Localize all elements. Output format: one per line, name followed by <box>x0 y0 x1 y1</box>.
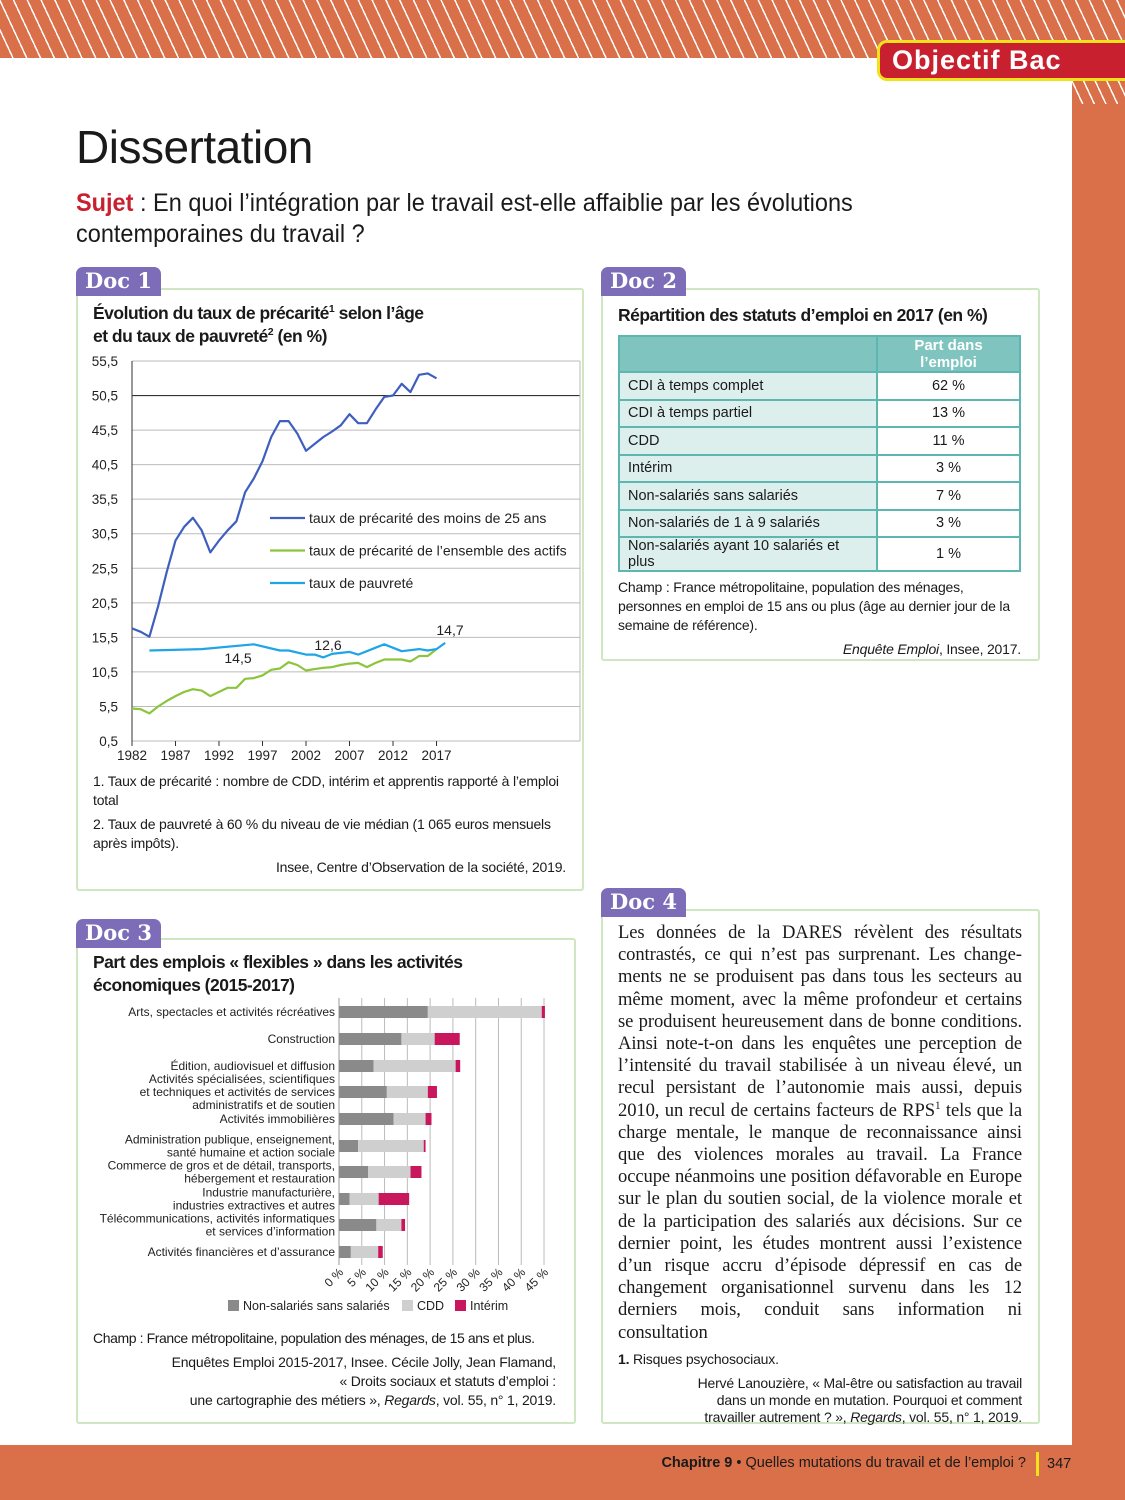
x-tick-label: 5 % <box>344 1265 369 1290</box>
row-label: Non-salariés sans salariés <box>619 482 877 510</box>
x-tick-label: 20 % <box>407 1265 438 1295</box>
data-label: 14,7 <box>436 622 464 638</box>
decorative-bottom-band <box>0 1445 1125 1500</box>
bar-segment-2 <box>428 1086 437 1098</box>
footer-chapter: Chapitre 9 <box>661 1455 733 1471</box>
y-tick-label: 35,5 <box>91 492 118 508</box>
bar-segment-2 <box>379 1193 410 1205</box>
x-tick-label: 2017 <box>421 748 452 763</box>
doc1-title-b: selon l’âge <box>334 303 424 323</box>
source-italic: Regards <box>384 1392 436 1408</box>
row-label: Intérim <box>619 455 877 483</box>
objectif-bac-badge: Objectif Bac <box>877 40 1125 81</box>
decorative-side-band <box>1072 58 1125 1448</box>
source-line: « Droits sociaux et statuts d’emploi : <box>339 1373 556 1389</box>
x-tick-label: 2012 <box>377 748 409 763</box>
source-line: , vol. 55, n° 1, 2019. <box>901 1408 1022 1425</box>
doc1-line-chart <box>80 345 585 770</box>
doc1-note-2: 2. Taux de pauvreté à 60 % du niveau de vie médian (1 065 euros mensuels après impôts). <box>93 816 551 851</box>
y-tick-label: 55,5 <box>91 354 118 369</box>
bar-segment-1 <box>358 1140 424 1152</box>
y-tick-label: 25,5 <box>91 561 118 577</box>
legend-label: Intérim <box>470 1299 509 1313</box>
bar-segment-0 <box>339 1113 394 1125</box>
x-tick-label: 10 % <box>362 1265 392 1295</box>
y-tick-label: 45,5 <box>91 423 118 439</box>
series-line-1 <box>132 649 437 713</box>
y-tick-label: 40,5 <box>91 457 118 473</box>
legend-label: taux de pauvreté <box>309 575 414 591</box>
category-label: Administration publique, enseignement, santé humaine et action sociale <box>124 1132 335 1160</box>
x-tick-label: 25 % <box>430 1265 461 1295</box>
bar-segment-1 <box>376 1219 401 1231</box>
bar-segment-1 <box>349 1193 378 1205</box>
x-tick-label: 1987 <box>160 748 191 763</box>
bar-segment-0 <box>339 1086 387 1098</box>
footer-chapter-title: Quelles mutations du travail et de l’emploi ? <box>745 1455 1026 1471</box>
legend-swatch <box>228 1300 239 1311</box>
footer-separator: • <box>732 1455 746 1471</box>
row-label: CDI à temps partiel <box>619 400 877 428</box>
doc1-note-1: 1. Taux de précarité : nombre de CDD, intérim et apprentis rapporté à l’emploi total <box>93 773 559 808</box>
page-number: 347 <box>1036 1452 1071 1476</box>
y-tick-label: 10,5 <box>91 664 118 680</box>
legend-label: CDD <box>417 1299 445 1313</box>
source-line: une cartographie des métiers », <box>189 1392 385 1408</box>
bar-segment-2 <box>435 1033 460 1045</box>
category-label: Commerce de gros et de détail, transports, hébergement et restauration <box>107 1158 335 1186</box>
bar-segment-2 <box>401 1219 405 1231</box>
footnote-ref: 2 <box>267 326 274 339</box>
sujet <box>76 188 941 250</box>
doc4-tag: Doc 4 <box>601 888 686 917</box>
doc3-notes <box>93 1329 563 1410</box>
bar-segment-1 <box>368 1166 410 1178</box>
doc1-title <box>93 302 424 348</box>
table-row <box>619 510 1020 538</box>
doc1-title-c: et du taux de pauvreté <box>93 326 268 346</box>
bar-segment-0 <box>339 1166 368 1178</box>
x-tick-label: 2002 <box>290 748 322 763</box>
row-label: CDI à temps complet <box>619 372 877 400</box>
data-label: 14,5 <box>224 650 252 666</box>
source-italic: Regards <box>850 1408 902 1425</box>
bar-segment-2 <box>411 1166 422 1178</box>
source-line: Enquêtes Emploi 2015-2017, Insee. Cécile Jolly, Jean Flamand, <box>171 1354 556 1370</box>
y-tick-label: 20,5 <box>91 595 118 611</box>
doc2-source <box>618 640 1021 659</box>
doc4-text-b: tels que la charge mentale, le manque de reconnaissance ainsi que des violences morales au travail. La France occupe néanmoins une position défavorable en Europe sur le plan du soutien social, de la violence morale et de la participation des salariés aux décisions. Sur ce dernier point, les études montrent aussi l’existence d’un risque accru d’épisode dépressif en cas de changement organisationnel survenu dans les 12 derniers mois, conduit sans information ni consultation <box>618 1099 1022 1343</box>
x-tick-label: 45 % <box>521 1265 552 1295</box>
table-row <box>619 427 1020 455</box>
row-label: CDD <box>619 427 877 455</box>
footnote-ref: 1 <box>328 303 335 316</box>
doc4-content <box>618 922 1022 1426</box>
category-label: Activités spécialisées, scientifiques et techniques et activités de services administratifs et de soutien <box>139 1072 335 1112</box>
source-line: travailler autrement ? », <box>704 1408 851 1425</box>
source-line: dans un monde en mutation. Pourquoi et comment <box>716 1391 1022 1408</box>
doc3-tag: Doc 3 <box>76 919 161 948</box>
bar-segment-2 <box>542 1006 545 1018</box>
row-value: 62 % <box>877 372 1020 400</box>
y-tick-label: 0,5 <box>99 734 118 749</box>
series-line-0 <box>132 373 437 636</box>
bar-segment-0 <box>339 1060 374 1072</box>
x-tick-label: 2007 <box>334 748 365 763</box>
doc2-content <box>618 335 1021 659</box>
x-tick-label: 1997 <box>247 748 278 763</box>
y-tick-label: 5,5 <box>99 699 118 715</box>
category-label: Arts, spectacles et activités récréatives <box>128 1005 335 1019</box>
decorative-side-stripes <box>1072 80 1125 104</box>
doc3-champ: Champ : France métropolitaine, population des ménages, de 15 ans et plus. <box>93 1330 535 1346</box>
page-title: Dissertation <box>76 121 313 173</box>
bar-segment-0 <box>339 1140 358 1152</box>
series-line-2 <box>149 643 445 658</box>
running-footer <box>0 1455 1026 1471</box>
doc1-source: Insee, Centre d’Observation de la société, 2019. <box>275 859 566 875</box>
row-value: 3 % <box>877 510 1020 538</box>
sujet-text: : En quoi l’intégration par le travail est-elle affaiblie par les évolutions contemporaines du travail ? <box>76 189 853 248</box>
doc2-champ: Champ : France métropolitaine, population des ménages, personnes en emploi de 15 ans ou plus (âge au dernier jour de la semaine de référence). <box>618 579 1010 633</box>
doc4-text-a: Les données de la DARES révèlent des résultats contrastés, ce qui n’est pas surprenant. Les changements ne se produisent pas dans tous les secteurs au même moment, avec la même profondeur et certains se produisent heureusement dans de bonne conditions. Ainsi note-t-on dans les enquêtes une perception de l’intensité du travail stabilisée à un niveau élevé, un recul persistant de l’autonomie mais aussi, depuis 2010, un recul de certains facteurs de RPS <box>618 922 1022 1121</box>
row-value: 13 % <box>877 400 1020 428</box>
bar-segment-2 <box>426 1113 432 1125</box>
bar-segment-1 <box>428 1006 542 1018</box>
source-rest: , Insee, 2017. <box>938 641 1021 657</box>
doc3-title: Part des emplois « flexibles » dans les activités économiques (2015-2017) <box>93 952 463 995</box>
bar-segment-0 <box>339 1033 401 1045</box>
y-tick-label: 30,5 <box>91 526 118 542</box>
bar-segment-0 <box>339 1193 349 1205</box>
doc3-source <box>93 1353 556 1410</box>
row-label: Non-salariés ayant 10 salariés et plus <box>619 537 877 571</box>
x-tick-label: 0 % <box>321 1265 347 1290</box>
table-row <box>619 482 1020 510</box>
category-label: Télécommunications, activités informatiques et services d’information <box>99 1211 335 1239</box>
x-tick-label: 1992 <box>203 748 235 763</box>
category-label: Industrie manufacturière, industries extractives et autres <box>172 1185 335 1213</box>
x-tick-label: 1982 <box>116 748 148 763</box>
bar-segment-1 <box>394 1113 426 1125</box>
x-tick-label: 35 % <box>476 1265 506 1295</box>
row-value: 1 % <box>877 537 1020 571</box>
source-line: Hervé Lanouzière, « Mal-être ou satisfaction au travail <box>697 1374 1022 1391</box>
source-italic: Enquête Emploi <box>842 641 939 657</box>
doc2-tag: Doc 2 <box>601 267 686 296</box>
legend-swatch <box>455 1300 466 1311</box>
legend-label: Non-salariés sans salariés <box>243 1299 390 1313</box>
table-header-row <box>619 336 1020 372</box>
data-label: 12,6 <box>314 637 342 653</box>
category-label: Activités financières et d’assurance <box>147 1245 335 1259</box>
footnote-text: Risques psychosociaux. <box>629 1350 779 1367</box>
doc1-notes <box>93 772 566 877</box>
bar-segment-1 <box>401 1033 434 1045</box>
legend-label: taux de précarité de l’ensemble des actifs <box>309 542 567 559</box>
bar-segment-0 <box>339 1246 351 1258</box>
footnote-number: 1. <box>618 1350 630 1367</box>
doc4-footnote <box>618 1350 1022 1369</box>
row-value: 3 % <box>877 455 1020 483</box>
sujet-label: Sujet <box>76 189 134 217</box>
category-label: Construction <box>267 1032 335 1046</box>
doc4-source <box>618 1375 1022 1426</box>
bar-segment-1 <box>374 1060 456 1072</box>
doc2-table <box>618 335 1021 572</box>
bar-segment-2 <box>378 1246 383 1258</box>
bar-segment-0 <box>339 1219 376 1231</box>
doc1-tag: Doc 1 <box>76 267 161 296</box>
table-row <box>619 372 1020 400</box>
bar-segment-2 <box>456 1060 461 1072</box>
bar-segment-2 <box>424 1140 426 1152</box>
category-label: Activités immobilières <box>219 1112 335 1126</box>
y-tick-label: 15,5 <box>91 630 118 646</box>
y-tick-label: 50,5 <box>91 388 118 404</box>
table-row <box>619 455 1020 483</box>
doc3-stacked-bar-chart <box>80 995 570 1320</box>
bar-segment-0 <box>339 1006 428 1018</box>
doc1-title-d: (en %) <box>273 326 327 346</box>
table-header: Part dans l’emploi <box>877 336 1020 372</box>
legend-swatch <box>402 1300 413 1311</box>
row-value: 11 % <box>877 427 1020 455</box>
footnote-ref: 1 <box>935 1099 941 1112</box>
bar-segment-1 <box>387 1086 428 1098</box>
source-line: , vol. 55, n° 1, 2019. <box>435 1392 556 1408</box>
doc4-text <box>618 922 1022 1344</box>
row-value: 7 % <box>877 482 1020 510</box>
legend-label: taux de précarité des moins de 25 ans <box>309 510 547 526</box>
x-tick-label: 30 % <box>453 1265 483 1295</box>
x-tick-label: 40 % <box>499 1265 529 1295</box>
category-label: Édition, audiovisuel et diffusion <box>170 1059 335 1073</box>
doc2-title: Répartition des statuts d’emploi en 2017 (en %) <box>618 305 988 325</box>
table-row <box>619 537 1020 571</box>
row-label: Non-salariés de 1 à 9 salariés <box>619 510 877 538</box>
x-tick-label: 15 % <box>385 1265 415 1295</box>
doc1-title-a: Évolution du taux de précarité <box>93 303 329 323</box>
table-row <box>619 400 1020 428</box>
bar-segment-1 <box>351 1246 378 1258</box>
table-header-empty <box>619 336 877 372</box>
